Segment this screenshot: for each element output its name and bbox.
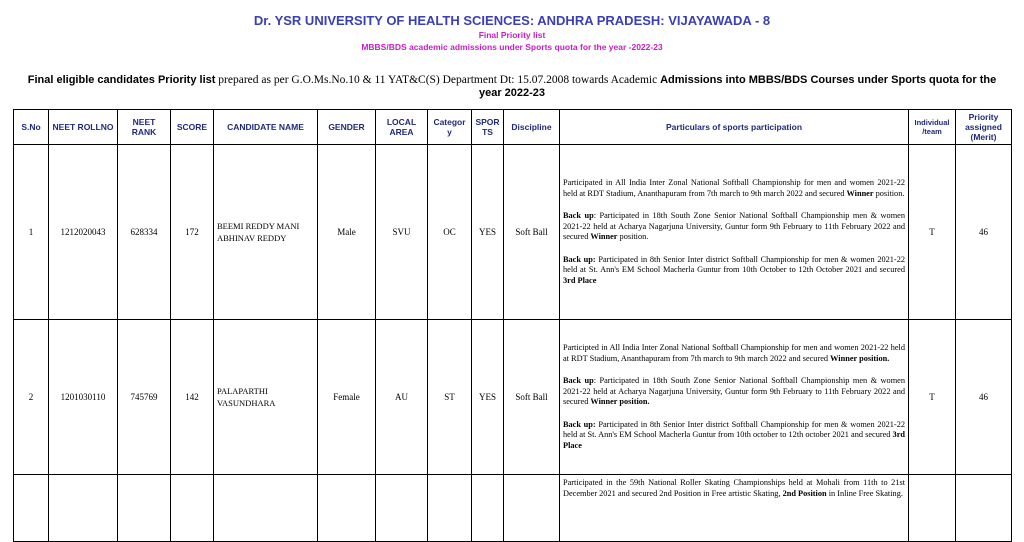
- particulars-main: [563, 343, 905, 364]
- cell-sports: [472, 475, 504, 542]
- cell-particulars: [560, 475, 909, 542]
- particulars-main: [563, 178, 905, 199]
- cell-category: OC: [428, 145, 472, 320]
- cell-name: [214, 475, 318, 542]
- cell-individual: T: [909, 145, 956, 320]
- particulars-backup: [563, 255, 905, 287]
- intro-paragraph: [16, 74, 1008, 100]
- particulars-result: 3rd Place: [563, 430, 905, 450]
- cell-priority: [956, 475, 1012, 542]
- cell-rollno: [49, 475, 118, 542]
- col-sports: SPOR TS: [472, 110, 504, 145]
- particulars-result: 3rd Place: [563, 275, 597, 285]
- cell-name: PALAPARTHI VASUNDHARA: [214, 320, 318, 475]
- backup-label: Back up:: [563, 254, 596, 264]
- cell-rollno: 1212020043: [49, 145, 118, 320]
- particulars-text: position.: [873, 188, 905, 198]
- cell-local: SVU: [376, 145, 428, 320]
- cell-individual: [909, 475, 956, 542]
- particulars-result: Winner position.: [830, 353, 890, 363]
- cell-score: 142: [171, 320, 214, 475]
- university-title: Dr. YSR UNIVERSITY OF HEALTH SCIENCES: ANDHRA PRADESH: VIJAYAWADA - 8: [253, 13, 771, 28]
- particulars-text: position.: [617, 232, 649, 241]
- cell-sno: 1: [14, 145, 49, 320]
- col-score: SCORE: [171, 110, 214, 145]
- cell-rank: 745769: [118, 320, 171, 475]
- cell-rollno: 1201030110: [49, 320, 118, 475]
- cell-category: ST: [428, 320, 472, 475]
- cell-local: [376, 475, 428, 542]
- particulars-text: Participated in 8th Senior Inter district Softball Championship for men & women 2021-22 held at St. Ann's EM School Macherla Guntur from 10th october to 12th october 2021 and secured: [563, 419, 905, 439]
- particulars-main: [563, 478, 905, 499]
- cell-category: [428, 475, 472, 542]
- cell-discipline: Soft Ball: [504, 320, 560, 475]
- particulars-result: Winner position.: [590, 397, 650, 406]
- priority-table: [13, 109, 1012, 542]
- particulars-text: Participated in All India Inter Zonal National Softball Championship for men and women 2021-22 held at RDT Stadium, Ananthapuram from 7th march to 9th march 2022 and secured: [563, 178, 905, 198]
- particulars-text: Participated in 8th Senior Inter district Softball Championship for men & women 2021-22 held at St. Ann's EM School Macherla Guntur from 10th October to 12th October 2021 and secured: [563, 254, 905, 274]
- col-name: CANDIDATE NAME: [214, 110, 318, 145]
- particulars-result: Winner: [846, 188, 874, 198]
- particulars-text: Participted in All India Inter Zonal National Softball Championship for men and women 2021-22 held at RDT Stadium, Ananthapuram from 7th march to 9th march 2022 and secured: [563, 343, 905, 363]
- col-category: Categor y: [428, 110, 472, 145]
- cell-gender: Female: [318, 320, 376, 475]
- cell-gender: [318, 475, 376, 542]
- intro-middle: prepared as per G.O.Ms.No.10 & 11 YAT&C(S) Department Dt: 15.07.2008 towards Academic: [215, 74, 661, 86]
- cell-priority: 46: [956, 320, 1012, 475]
- cell-gender: Male: [318, 145, 376, 320]
- cell-priority: 46: [956, 145, 1012, 320]
- cell-sno: [14, 475, 49, 542]
- particulars-backup: [563, 420, 905, 452]
- backup-label: Back up: [563, 211, 594, 220]
- backup-label: Back up: [563, 376, 594, 385]
- particulars-text: Participated in the 59th National Roller Skating Championships held at Mohali from 11th to 21st December 2021 and secured 2nd Position in Free artistic Skating,: [563, 478, 905, 498]
- particulars-backup: [563, 376, 905, 408]
- table-header-row: [14, 110, 1012, 145]
- particulars-result: Winner: [590, 232, 618, 241]
- col-local: LOCAL AREA: [376, 110, 428, 145]
- cell-name: BEEMI REDDY MANI ABHINAV REDDY: [214, 145, 318, 320]
- cell-sno: 2: [14, 320, 49, 475]
- list-title: Final Priority list: [478, 30, 546, 40]
- cell-discipline: [504, 475, 560, 542]
- cell-score: [171, 475, 214, 542]
- particulars-text: : Participated in 18th South Zone Senior National Softball Championship men & women 2021-22 held at Acharya Nagarjuna University, Guntur form 9th February to 11th February 2022 and secured: [563, 211, 905, 241]
- cell-sports: YES: [472, 145, 504, 320]
- cell-score: 172: [171, 145, 214, 320]
- cell-discipline: Soft Ball: [504, 145, 560, 320]
- col-rank: NEET RANK: [118, 110, 171, 145]
- cell-particulars: [560, 320, 909, 475]
- col-discipline: Discipline: [504, 110, 560, 145]
- particulars-text: : Participated in 18th South Zone Senior National Softball Championship men & women 2021-22 held at Acharya Nagarjuna University, Guntur form 9th February to 11th February 2022 and secured: [563, 376, 905, 406]
- col-sno: S.No: [14, 110, 49, 145]
- cell-rank: 628334: [118, 145, 171, 320]
- col-individual: Individual /team: [909, 110, 956, 145]
- cell-particulars: [560, 145, 909, 320]
- particulars-text: in Inline Free Skating.: [826, 488, 903, 498]
- col-particulars: Particulars of sports participation: [560, 110, 909, 145]
- col-gender: GENDER: [318, 110, 376, 145]
- cell-individual: T: [909, 320, 956, 475]
- cell-sports: YES: [472, 320, 504, 475]
- cell-local: AU: [376, 320, 428, 475]
- table-row: [14, 320, 1012, 475]
- intro-lead: Final eligible candidates Priority list: [27, 74, 216, 86]
- intro-tail: Admissions into MBBS/BDS Courses under Sports quota for the year 2022-23: [478, 74, 997, 99]
- table-row: [14, 475, 1012, 542]
- list-subtitle: MBBS/BDS academic admissions under Sports quota for the year -2022-23: [361, 42, 663, 52]
- cell-rank: [118, 475, 171, 542]
- table-row: [14, 145, 1012, 320]
- particulars-backup: [563, 211, 905, 243]
- col-priority: Priority assigned (Merit): [956, 110, 1012, 145]
- backup-label: Back up:: [563, 419, 596, 429]
- col-rollno: NEET ROLLNO: [49, 110, 118, 145]
- particulars-result: 2nd Position: [782, 488, 827, 498]
